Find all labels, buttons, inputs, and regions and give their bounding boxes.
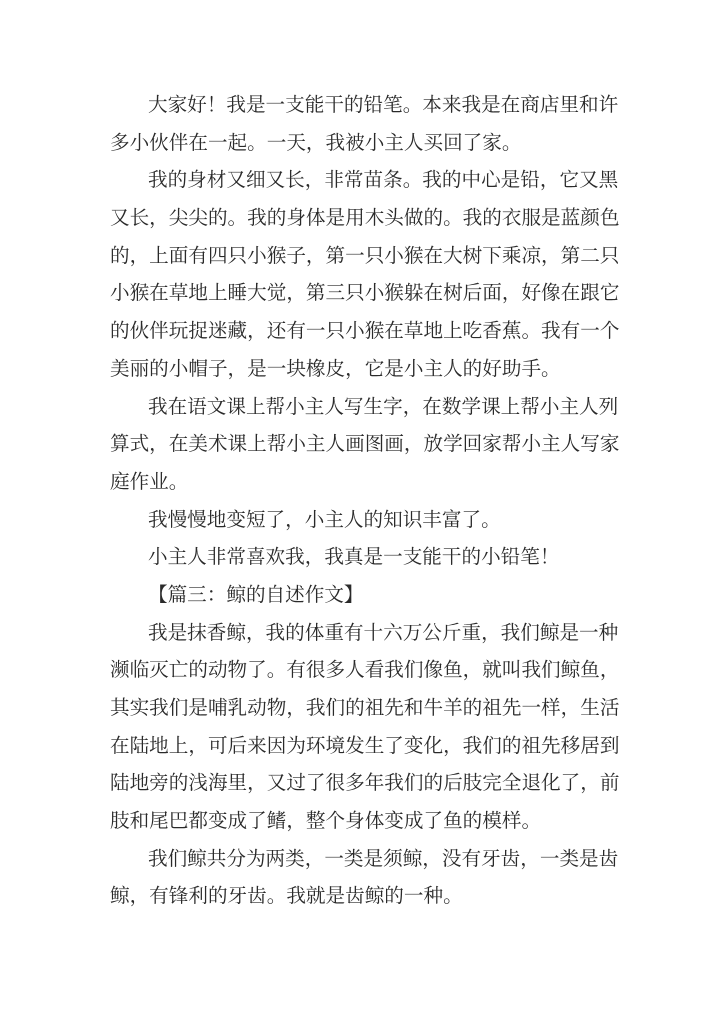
text-line: 肢和尾巴都变成了鳍，整个身体变成了鱼的模样。 bbox=[110, 809, 542, 833]
text-line: 在陆地上，可后来因为环境发生了变化，我们的祖先移居到 bbox=[110, 733, 620, 757]
text-line: 大家好！我是一支能干的铅笔。本来我是在商店里和许 bbox=[148, 93, 619, 116]
text-line: 又长，尖尖的。我的身体是用木头做的。我的衣服是蓝颜色 bbox=[110, 206, 620, 230]
text-line: 我慢慢地变短了，小主人的知识丰富了。 bbox=[148, 507, 501, 531]
text-line: 小猴在草地上睡大觉，第三只小猴躲在树后面，好像在跟它 bbox=[110, 281, 620, 305]
paragraph bbox=[110, 501, 610, 539]
paragraph bbox=[110, 840, 619, 915]
text-line: 小主人非常喜欢我，我真是一支能干的小铅笔！ bbox=[148, 545, 560, 569]
text-line: 美丽的小帽子，是一块橡皮，它是小主人的好助手。 bbox=[110, 356, 561, 380]
text-line: 多小伙伴在一起。一天，我被小主人买回了家。 bbox=[110, 130, 522, 154]
paragraph bbox=[110, 614, 620, 840]
paragraph bbox=[110, 86, 619, 161]
text-line: 的伙伴玩捉迷藏，还有一只小猴在草地上吃香蕉。我有一个 bbox=[110, 319, 620, 343]
text-line: 陆地旁的浅海里，又过了很多年我们的后肢完全退化了，前 bbox=[110, 771, 620, 795]
text-line: 我是抹香鲸，我的体重有十六万公斤重，我们鲸是一种 bbox=[148, 620, 619, 644]
text-line: 算式，在美术课上帮小主人画图画，放学回家帮小主人写家 bbox=[110, 432, 620, 456]
text-line: 庭作业。 bbox=[110, 469, 189, 493]
paragraph bbox=[110, 538, 610, 576]
text-line: 其实我们是哺乳动物，我们的祖先和牛羊的祖先一样，生活 bbox=[110, 696, 620, 719]
text-line: 的，上面有四只小猴子，第一只小猴在大树下乘凉，第二只 bbox=[110, 243, 620, 267]
text-line: 濒临灭亡的动物了。有很多人看我们像鱼，就叫我们鲸鱼， bbox=[110, 658, 620, 682]
paragraph bbox=[110, 161, 620, 387]
text-line: 我们鲸共分为两类，一类是须鲸，没有牙齿，一类是齿 bbox=[148, 846, 619, 870]
section-heading bbox=[110, 576, 610, 614]
text-line: 鲸，有锋利的牙齿。我就是齿鲸的一种。 bbox=[110, 884, 463, 908]
document-page bbox=[110, 86, 620, 915]
text-line: 【篇三：鲸的自述作文】 bbox=[148, 582, 364, 606]
paragraph bbox=[110, 388, 620, 501]
text-line: 我在语文课上帮小主人写生字，在数学课上帮小主人列 bbox=[148, 394, 619, 418]
text-line: 我的身材又细又长，非常苗条。我的中心是铅，它又黑 bbox=[148, 168, 619, 192]
